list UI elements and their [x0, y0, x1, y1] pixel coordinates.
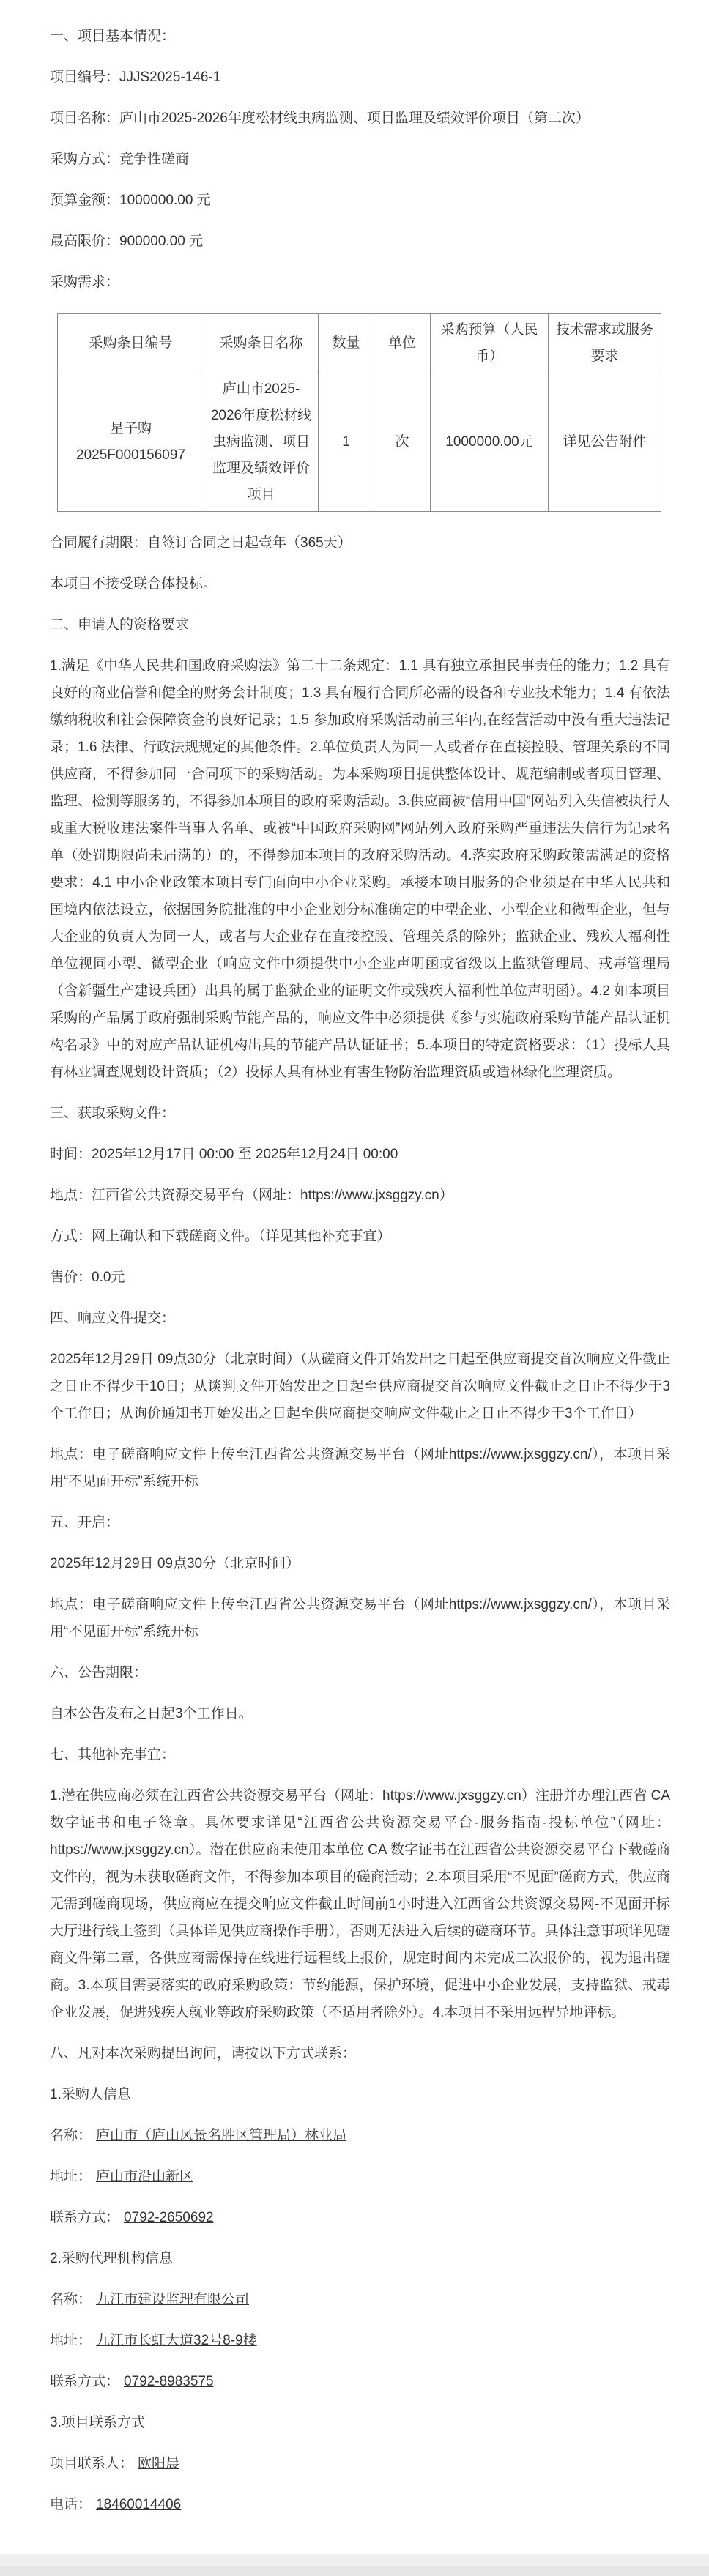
cell-budget: 1000000.00元 [431, 373, 549, 512]
cell-unit: 次 [374, 373, 431, 512]
project-contact-phone-row [50, 2491, 670, 2518]
document-obtain-mode: 方式：网上确认和下载磋商文件。（详见其他补充事宜） [50, 1229, 391, 1244]
document-obtain-place: 地点：江西省公共资源交易平台（网址：https://www.jxsggzy.cn） [50, 1188, 453, 1203]
table-header-budget: 采购预算（人民币） [431, 314, 549, 373]
purchaser-contact-link[interactable]: 0792-2650692 [124, 2210, 214, 2225]
agency-contact-row [50, 2368, 670, 2395]
budget-amount: 预算金额：1000000.00 元 [50, 193, 211, 208]
agency-address-link[interactable]: 九江市长虹大道32号8-9楼 [96, 2333, 257, 2348]
table-header-row [58, 314, 661, 373]
project-contact-phone-link[interactable]: 18460014406 [96, 2497, 182, 2512]
table-header-tech-req: 技术需求或服务要求 [549, 314, 661, 373]
project-number: 项目编号：JJJS2025-146-1 [50, 70, 221, 85]
agency-info-title: 2.采购代理机构信息 [50, 2251, 173, 2266]
opening-time: 2025年12月29日 09点30分（北京时间） [50, 1556, 300, 1571]
agency-address-label: 地址： [50, 2333, 92, 2348]
agency-name-link[interactable]: 九江市建设监理有限公司 [96, 2292, 250, 2307]
no-consortium-note: 本项目不接受联合体投标。 [50, 576, 218, 592]
agency-contact-label: 联系方式： [50, 2374, 120, 2389]
max-price: 最高限价：900000.00 元 [50, 234, 204, 249]
cell-quantity: 1 [319, 373, 374, 512]
qualification-requirements: 1.满足《中华人民共和国政府采购法》第二十二条规定：1.1 具有独立承担民事责任的能力；1.2 具有良好的商业信誉和健全的财务会计制度；1.3 具有履行合同所必需的设备和专业技术能力；1.4 有依法缴纳税收和社会保障资金的良好记录；1.5 参加政府采购活动前三年内,在经营活动中没有重大违法记录；1.6 法律、行政法规规定的其他条件。2.单位负责人为同一人或者存在直接控股、管理关系的不同供应商，不得参加同一合同项下的采购活动。为本采购项目提供整体设计、规范编制或者项目管理、监理、检测等服务的，不得参加本项目的政府采购活动。3.供应商被“信用中国”网站列入失信被执行人或重大税收违法案件当事人名单、或被“中国政府采购网”网站列入政府采购严重违法失信行为记录名单（处罚期限尚未届满的）的，不得参加本项目的政府采购活动。4.落实政府采购政策需满足的资格要求：4.1 中小企业政策本项目专门面向中小企业采购。承接本项目服务的企业须是在中华人民共和国境内依法设立，依据国务院批准的中小企业划分标准确定的中型企业、小型企业和微型企业，但与大企业的负责人为同一人，或者与大企业存在直接控股、管理关系的除外；监狱企业、残疾人福利性单位视同小型、微型企业（响应文件中须提供中小企业声明函或省级以上监狱管理局、戒毒管理局（含新疆生产建设兵团）出具的属于监狱企业的证明文件或残疾人福利性单位声明函）。4.2 如本项目采购的产品属于政府强制采购节能产品的，响应文件中必须提供《参与实施政府采购节能产品认证机构名录》中的对应产品认证机构出具的节能产品认证证书；5.本项目的特定资格要求：（1）投标人具有林业调查规划设计资质；（2）投标人具有林业有害生物防治监理资质或造林绿化监理资质。 [50, 658, 670, 1080]
cell-item-name: 庐山市2025-2026年度松材线虫病监测、项目监理及绩效评价项目 [204, 373, 319, 512]
response-submit-place: 地点：电子磋商响应文件上传至江西省公共资源交易平台（网址https://www.jxsggzy.cn/），本项目采用“不见面开标”系统开标 [50, 1447, 670, 1489]
purchaser-address-label: 地址： [50, 2169, 92, 2184]
table-header-quantity: 数量 [319, 314, 374, 373]
footer-divider-light [0, 2554, 709, 2566]
section8-heading: 八、凡对本次采购提出询问，请按以下方式联系： [50, 2046, 357, 2061]
project-contact-person-row [50, 2450, 670, 2477]
cell-item-no: 星子购2025F000156097 [58, 373, 204, 512]
agency-name-row [50, 2286, 670, 2313]
purchaser-info-title: 1.采购人信息 [50, 2087, 131, 2102]
purchaser-name-label: 名称： [50, 2128, 92, 2143]
document-price: 售价：0.0元 [50, 1270, 125, 1285]
section3-heading: 三、获取采购文件： [50, 1106, 176, 1121]
project-contact-person-link[interactable]: 欧阳晨 [138, 2456, 180, 2471]
section1-heading: 一、项目基本情况： [50, 29, 176, 44]
agency-address-row [50, 2327, 670, 2354]
section7-heading: 七、其他补充事宜： [50, 1747, 176, 1762]
section2-heading: 二、申请人的资格要求 [50, 617, 190, 633]
section6-heading: 六、公告期限： [50, 1665, 148, 1680]
opening-place: 地点：电子磋商响应文件上传至江西省公共资源交易平台（网址https://www.jxsggzy.cn/），本项目采用“不见面开标”系统开标 [50, 1597, 670, 1639]
table-header-item-name: 采购条目名称 [204, 314, 319, 373]
footer-divider-dark [0, 2566, 709, 2576]
purchaser-contact-label: 联系方式： [50, 2210, 120, 2225]
agency-name-label: 名称： [50, 2292, 92, 2307]
purchaser-name-link[interactable]: 庐山市（庐山风景名胜区管理局）林业局 [96, 2128, 347, 2143]
contract-period: 合同履行期限：自签订合同之日起壹年（365天） [50, 535, 352, 551]
procurement-method: 采购方式：竞争性磋商 [50, 152, 190, 167]
project-contact-phone-label: 电话： [50, 2497, 92, 2512]
project-name: 项目名称：庐山市2025-2026年度松材线虫病监测、项目监理及绩效评价项目（第二次） [50, 111, 590, 126]
table-header-unit: 单位 [374, 314, 431, 373]
purchaser-address-row [50, 2163, 670, 2190]
section4-heading: 四、响应文件提交： [50, 1311, 176, 1326]
response-deadline: 2025年12月29日 09点30分（北京时间）（从磋商文件开始发出之日起至供应商提交首次响应文件截止之日止不得少于10日；从谈判文件开始发出之日起至供应商提交首次响应文件截止之日止不得少于3个工作日；从询价通知书开始发出之日起至供应商提交响应文件截止之日止不得少于3个工作日） [50, 1352, 670, 1421]
table-header-item-no: 采购条目编号 [58, 314, 204, 373]
table-row [58, 373, 661, 512]
purchaser-name-row [50, 2122, 670, 2149]
purchaser-contact-row [50, 2204, 670, 2231]
project-contact-person-label: 项目联系人： [50, 2456, 134, 2471]
announcement-period: 自本公告发布之日起3个工作日。 [50, 1706, 253, 1721]
document-obtain-time: 时间：2025年12月17日 00:00 至 2025年12月24日 00:00 [50, 1147, 398, 1162]
section5-heading: 五、开启： [50, 1515, 120, 1530]
cell-tech-req: 详见公告附件 [549, 373, 661, 512]
purchaser-address-link[interactable]: 庐山市沿山新区 [96, 2169, 194, 2184]
agency-contact-link[interactable]: 0792-8983575 [124, 2374, 214, 2389]
procurement-items-table [57, 313, 661, 512]
demand-label: 采购需求： [50, 275, 120, 290]
supplementary-matters: 1.潜在供应商必须在江西省公共资源交易平台（网址：https://www.jxsggzy.cn）注册并办理江西省 CA 数字证书和电子签章。具体要求详见“江西省公共资源交易平台-服务指南-投标单位”（网址：https://www.jxsggzy.cn）。潜在供应商未使用本单位 CA 数字证书在江西省公共资源交易平台下载磋商文件的，视为未获取磋商文件，不得参加本项目的磋商活动；2.本项目采用“不见面”磋商方式，供应商无需到磋商现场，供应商应在提交响应文件截止时间前1小时进入江西省公共资源交易网-不见面开标大厅进行线上签到（具体详见供应商操作手册），否则无法进入后续的磋商环节。具体注意事项详见磋商文件第二章，各供应商需保持在线进行远程线上报价，规定时间内未完成二次报价的，视为退出磋商。3.本项目需要落实的政府采购政策：节约能源，保护环境，促进中小企业发展，支持监狱、戒毒企业发展，促进残疾人就业等政府采购政策（不适用者除外）。4.本项目不采用远程异地评标。 [50, 1788, 670, 2020]
project-contact-title: 3.项目联系方式 [50, 2415, 145, 2430]
